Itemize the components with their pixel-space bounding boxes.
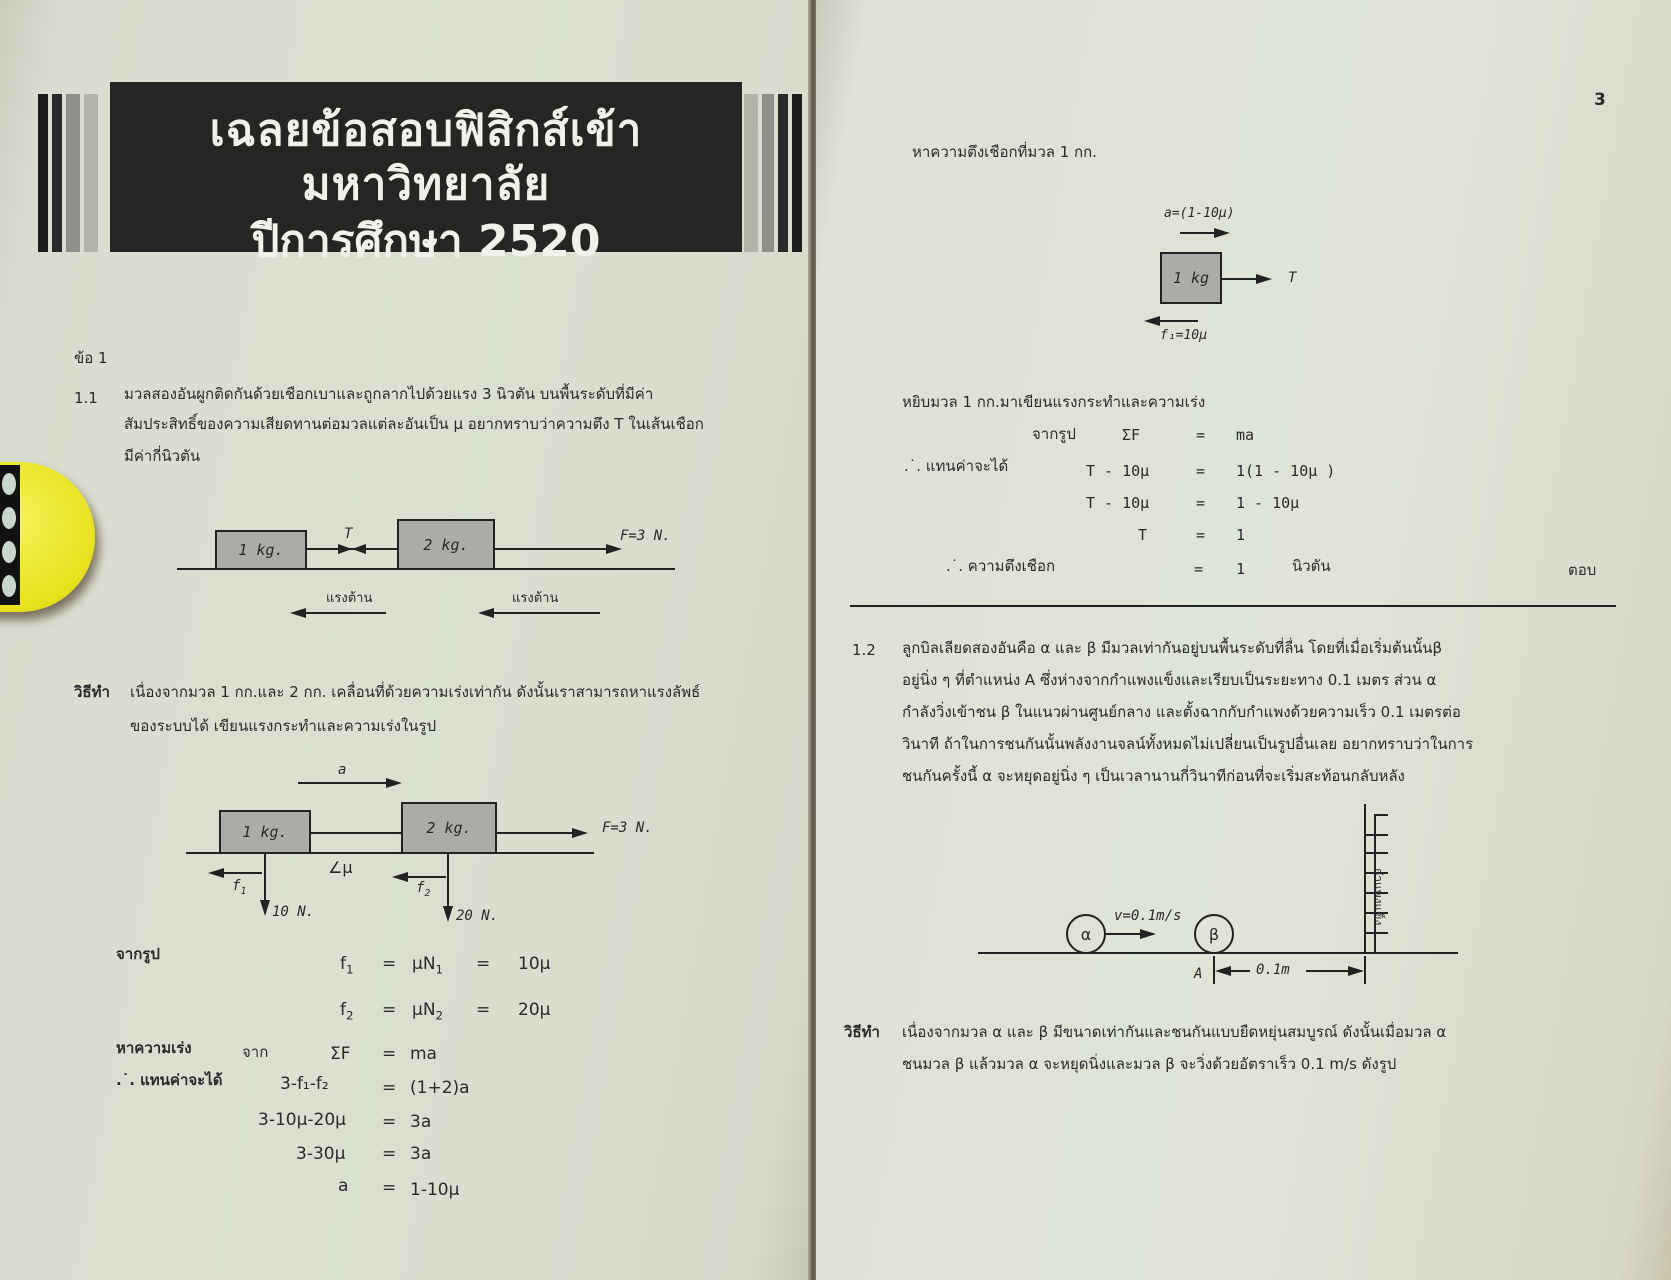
equation-lhs: T - 10μ [1086,494,1150,512]
answer-label: ตอบ [1568,561,1597,579]
equation-rhs: 1-10μ [410,1180,460,1200]
clip-dot-icon [2,507,16,529]
normal-force-arrow-icon [443,906,453,922]
friction-label: แรงต้าน [326,591,373,606]
equation-rhs: ma [410,1044,437,1064]
question-text-line: ลูกบิลเลียดสองอันคือ α และ β มีมวลเท่ากันอยู่บนพื้นระดับที่ลื่น โดยที่เมื่อเริ่มต้นนั้นβ [902,639,1443,657]
find-acceleration-label: หาความเร่ง [116,1039,192,1057]
velocity-arrow-icon [1140,929,1156,939]
banner-stripe [778,94,788,252]
tension-arrow-icon [352,544,366,554]
equals-sign: = [1196,494,1206,512]
friction-arrow-icon [290,608,306,618]
dimension-arrow-icon [1215,966,1231,976]
normal-force-label: 10 N. [272,904,315,920]
normal-force-line [264,853,266,903]
ball-alpha: α [1066,914,1106,954]
equation-rhs: 1(1 - 10μ ) [1236,462,1336,480]
acceleration-arrow-icon [1214,228,1230,238]
equals-sign: = [476,954,491,974]
banner-title-line2: ปีการศึกษา 2520 [251,216,601,267]
normal-force-arrow-icon [260,900,270,916]
equals-sign: = [382,1078,397,1098]
tension-arrow-icon [1256,274,1272,284]
block-2kg: 2 kg. [397,519,495,570]
clip-dot-icon [2,473,16,495]
equation-rhs: 3a [410,1144,432,1164]
banner-stripe [792,94,802,252]
friction-arrow-icon [392,872,408,882]
ball-beta: β [1194,914,1234,954]
force-label: F=3 N. [602,820,653,836]
right-page [816,0,1671,1280]
substitute-label: .˙. แทนค่าจะได้ [116,1071,223,1089]
page-number: 3 [1594,90,1606,110]
dimension-arrow-icon [1348,966,1364,976]
rope [309,832,401,834]
tension-result-unit: นิวตัน [1292,557,1331,575]
friction-arrow-icon [1144,316,1160,326]
force-arrow-icon [606,544,622,554]
equals-sign: = [1196,426,1206,444]
from-figure-label: จากรูป [1032,425,1076,443]
wall-brick [1364,932,1388,934]
question-text-line: สัมประสิทธิ์ของความเสียดทานต่อมวลแต่ละอันเป็น μ อยากทราบว่าความตึง T ในเส้นเชือก [124,415,704,433]
equals-sign: = [1196,462,1206,480]
section-divider [850,605,1616,607]
velocity-label: v=0.1m/s [1114,908,1182,924]
question-text-line: ชนกันครั้งนี้ α จะหยุดอยู่นิ่ง ๆ เป็นเวลานานกี่วินาทีก่อนที่จะเริ่มสะท้อนกลับหลัง [902,767,1405,785]
wall-brick [1364,834,1388,836]
block-1kg: 1 kg [1160,252,1222,304]
equation-rhs: 3a [410,1112,432,1132]
dimension-line [1230,970,1250,972]
from-label: จาก [242,1043,269,1061]
friction-arrow-line [296,612,386,614]
pick-mass-text: หยิบมวล 1 กก.มาเขียนแรงกระทำและความเร่ง [902,393,1206,411]
equals-sign: = [1196,526,1206,544]
equation-rhs: 1 [1236,526,1246,544]
friction-label: แรงต้าน [512,591,559,606]
left-page [0,0,812,1280]
question-text-line: อยู่นิ่ง ๆ ที่ตำแหน่ง A ซึ่งห่างจากกำแพงแข็งและเรียบเป็นระยะทาง 0.1 เมตร ส่วน α [902,671,1437,689]
tension-line [1220,278,1260,280]
dimension-tick [1364,956,1366,984]
solution-text-line: ของระบบได้ เขียนแรงกระทำและความเร่งในรูป [130,717,437,735]
normal-force-line [447,853,449,909]
equals-sign: = [382,1000,397,1020]
friction-arrow-icon [478,608,494,618]
question-number: 1.1 [74,389,98,407]
banner-title-box [110,82,742,267]
tension-arrow-icon [338,544,352,554]
equals-sign: = [382,1044,397,1064]
normal-force-label: 20 N. [456,908,499,924]
wall-brick [1364,852,1388,854]
block-2kg: 2 kg. [401,802,497,854]
from-figure-label: จากรูป [116,945,160,963]
clip-dot-icon [2,575,16,597]
banner-title-line1: เฉลยข้อสอบฟิสิกส์เข้ามหาวิทยาลัย [209,105,643,210]
tension-label: T [344,526,353,542]
equation-mu-n2: $\mu N_2$ [412,1000,444,1023]
question-text-line: กำลังวิ่งเข้าชน β ในแนวผ่านศูนย์กลาง และตั้งฉากกับกำแพงด้วยความเร็ว 0.1 เมตรต่อ [902,703,1461,721]
banner-stripe [762,94,774,252]
equals-sign: = [382,954,397,974]
block-1kg: 1 kg. [219,810,311,854]
equals-sign: = [476,1000,491,1020]
friction-label: f₁=10μ [1160,328,1207,343]
equation-mu-n1: $\mu N_1$ [412,954,444,977]
dimension-line [1306,970,1348,972]
equals-sign: = [382,1144,397,1164]
equation-f2: $f_2$ [340,1000,354,1023]
force-arrow-icon [572,828,588,838]
solution-label: วิธีทำ [74,683,110,701]
find-tension-text: หาความตึงเชือกที่มวล 1 กก. [912,143,1097,161]
equation-lhs: ΣF [330,1044,351,1064]
equation-lhs: ΣF [1122,426,1141,444]
tension-label: T [1288,270,1297,286]
question-number: 1.2 [852,641,876,659]
equation-result: 20μ [518,1000,551,1020]
tension-result-label: .˙. ความตึงเชือก [946,557,1056,575]
equals-sign: = [1194,560,1204,578]
solution-text-line: เนื่องจากมวล α และ β มีขนาดเท่ากันและชนกันแบบยืดหยุ่นสมบูรณ์ ดังนั้นเมื่อมวล α [902,1023,1447,1041]
equals-sign: = [382,1112,397,1132]
question-text-line: มีค่ากี่นิวตัน [124,447,201,465]
pull-line [493,548,613,550]
banner-stripe [38,94,48,252]
friction-arrow-line [484,612,600,614]
velocity-arrow-line [1104,933,1144,935]
equation-lhs: T - 10μ [1086,462,1150,480]
question-text-line: วินาที ถ้าในการชนกันนั้นพลังงานจลน์ทั้งหมดไม่เปลี่ยนเป็นรูปอื่นเลย อยากทราบว่าในการ [902,735,1474,753]
acceleration-arrow-line [298,782,388,784]
equation-f1: $f_1$ [340,954,354,977]
question-heading: ข้อ 1 [74,349,108,367]
block-1kg: 1 kg. [215,530,307,570]
banner-stripe [84,94,98,252]
clip-band-decoration [0,465,20,605]
banner-stripe [744,94,758,252]
substitute-label: .˙. แทนค่าจะได้ [904,457,1009,475]
acceleration-label: a [338,762,347,778]
pull-line [495,832,575,834]
wall-label: กำแพงแข็ง [1371,868,1385,926]
position-a-label: A [1194,966,1203,982]
force-label: F=3 N. [620,528,671,544]
equation-lhs: 3-10μ-20μ [258,1110,346,1130]
distance-label: 0.1m [1256,962,1290,978]
solution-text-line: เนื่องจากมวล 1 กก.และ 2 กก. เคลื่อนที่ด้วยความเร่งเท่ากัน ดังนั้นเราสามารถหาแรงลัพธ์ [130,683,701,701]
friction-label-f2: $f_2$ [416,880,431,899]
equation-rhs: ma [1236,426,1255,444]
banner-stripe [66,94,80,252]
equation-result: 10μ [518,954,551,974]
friction-coefficient-label: ∠μ [328,858,353,877]
acceleration-label: a=(1-10μ) [1164,206,1235,221]
friction-arrow-icon [208,868,224,878]
acceleration-arrow-icon [386,778,402,788]
equals-sign: = [382,1178,397,1198]
equation-lhs: 3-30μ [296,1144,346,1164]
tension-result-value: 1 [1236,560,1246,578]
solution-text-line: ชนมวล β แล้วมวล α จะหยุดนิ่งและมวล β จะวิ่งด้วยอัตราเร็ว 0.1 m/s ดังรูป [902,1055,1397,1073]
wall-brick [1374,814,1388,816]
question-text-line: มวลสองอันผูกติดกันด้วยเชือกเบาและถูกลากไปด้วยแรง 3 นิวตัน บนพื้นระดับที่มีค่า [124,385,654,403]
equation-rhs: 1 - 10μ [1236,494,1300,512]
equation-lhs: 3-f₁-f₂ [280,1074,329,1094]
clip-dot-icon [2,541,16,563]
solution-label: วิธีทำ [844,1023,880,1041]
equation-rhs: (1+2)a [410,1078,470,1098]
equation-lhs: a [338,1176,349,1196]
friction-label-f1: $f_1$ [232,878,247,897]
banner-stripe [52,94,62,252]
equation-lhs: T [1138,526,1148,544]
title-banner [38,82,814,267]
acceleration-arrow-line [1180,232,1216,234]
